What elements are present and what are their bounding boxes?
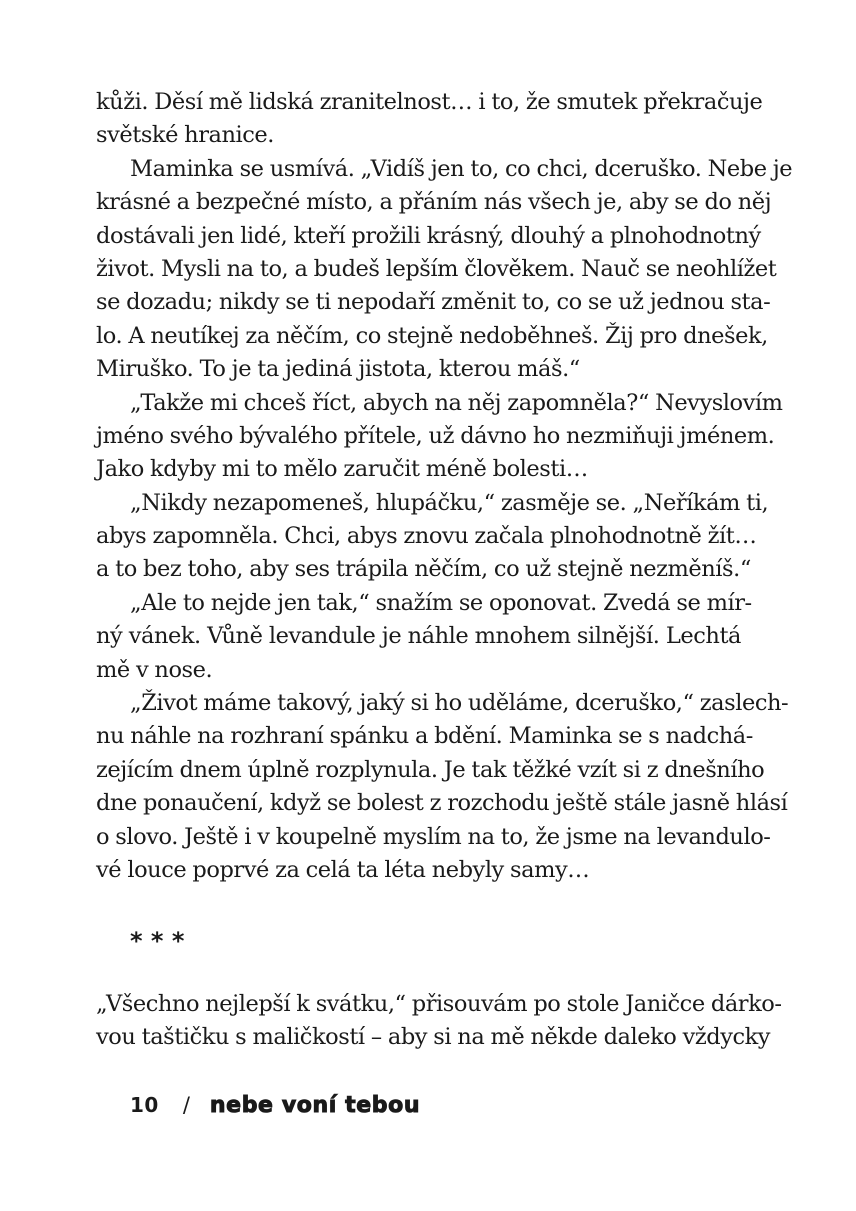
text-line: vé louce poprvé za celá ta léta nebyly samy… [96, 856, 590, 883]
text-line: nu náhle na rozhraní spánku a bdění. Maminka se s nadchá- [96, 723, 753, 750]
text-line: lo. A neutíkej za něčím, co stejně nedoběhneš. Žij pro dnešek, [96, 322, 768, 349]
text-line: Maminka se usmívá. „Vidíš jen to, co chci, dceruško. Nebe je [130, 155, 793, 182]
section-separator: * * * [130, 926, 185, 955]
text-line: o slovo. Ještě i v koupelně myslím na to, že jsme na levandulo- [96, 823, 771, 850]
text-line: Jako kdyby mi to mělo zaručit méně bolesti… [96, 456, 588, 483]
book-page [96, 86, 793, 1054]
text-line: světské hranice. [96, 122, 274, 149]
text-line: „Nikdy nezapomeneš, hlupáčku,“ zasměje se. „Neříkám ti, [130, 489, 769, 516]
text-line: krásné a bezpečné místo, a přáním nás všech je, aby se do něj [96, 189, 772, 216]
running-title: nebe voní tebou [209, 1092, 421, 1118]
text-line: kůži. Děsí mě lidská zranitelnost… i to, že smutek překračuje [96, 89, 763, 115]
page-footer [130, 1088, 420, 1122]
text-line: „Všechno nejlepší k svátku,“ přisouvám po stole Janičce dárko- [96, 990, 782, 1017]
text-line: a to bez toho, aby ses trápila něčím, co už stejně nezměníš.“ [96, 556, 751, 583]
footer-divider: / [182, 1093, 190, 1117]
text-block-continued [96, 988, 782, 1055]
text-line: ný vánek. Vůně levandule je náhle mnohem silnější. Lechtá [96, 623, 741, 650]
text-line: se dozadu; nikdy se ti nepodaří změnit to, co se už jednou sta- [96, 289, 771, 316]
text-line: mě v nose. [96, 656, 213, 683]
page-number: 10 [130, 1093, 159, 1117]
text-line: dostávali jen lidé, kteří prožili krásný, dlouhý a plnohodnotný [96, 222, 761, 249]
blank-line [96, 887, 741, 920]
text-line: život. Mysli na to, a budeš lepším člověkem. Nauč se neohlížet [96, 255, 777, 282]
text-line: abys zapomněla. Chci, abys znovu začala plnohodnotně žít… [96, 523, 757, 550]
text-line: jméno svého bývalého přítele, už dávno ho nezmiňuji jménem. [96, 422, 775, 449]
text-block [96, 86, 793, 887]
text-line: zejícím dnem úplně rozplynula. Je tak těžké vzít si z dnešního [96, 756, 765, 783]
text-line: „Ale to nejde jen tak,“ snažím se oponovat. Zvedá se mír- [130, 589, 752, 616]
text-line: „Takže mi chceš říct, abych na něj zapomněla?“ Nevyslovím [130, 389, 783, 416]
text-line: dne ponaučení, když se bolest z rozchodu ještě stále jasně hlásí [96, 790, 788, 817]
text-line: Miruško. To je ta jediná jistota, kterou máš.“ [96, 356, 580, 383]
text-line: „Život máme takový, jaký si ho uděláme, dceruško,“ zaslech- [130, 690, 789, 717]
text-line: vou taštičku s maličkostí – aby si na mě někde daleko vždycky [96, 1023, 771, 1050]
blank-line [96, 954, 741, 987]
